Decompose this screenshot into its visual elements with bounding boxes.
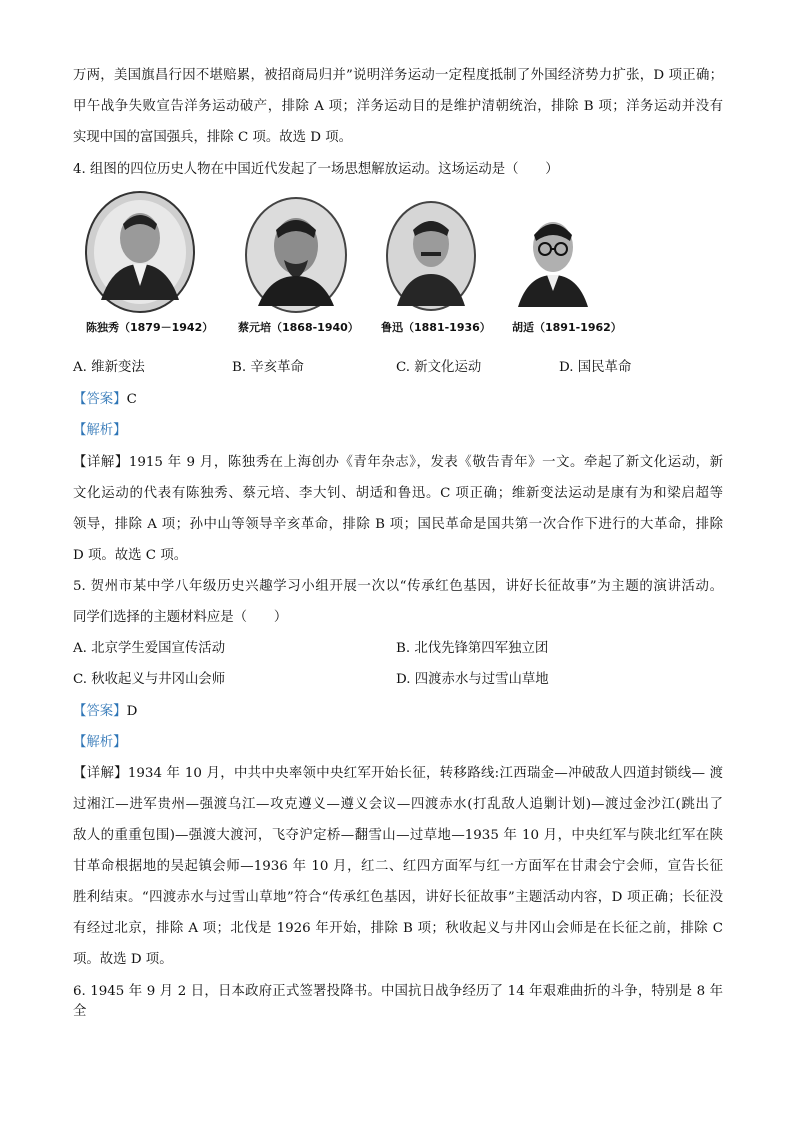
detail-line: 项。故选 D 项。: [73, 952, 173, 967]
question-5-stem: 5. 贺州市某中学八年级历史兴趣学习小组开展一次以“传承红色基因，讲好长征故事”为主题的演讲活动。: [73, 579, 723, 594]
option-d: D. 国民革命: [559, 360, 632, 375]
portrait-caption: 胡适（1891-1962）: [512, 321, 622, 334]
question-4-stem: 4. 组图的四位历史人物在中国近代发起了一场思想解放运动。这场运动是（ ）: [73, 162, 559, 177]
detail-line: 领导，排除 A 项；孙中山等领导辛亥革命，排除 B 项；国民革命是国共第一次合作下进行的大革命，排除: [73, 517, 723, 532]
detail-text: 1915 年 9 月，陈独秀在上海创办《青年杂志》，发表《敬告青年》一文。牵起了新文化运动，新: [128, 455, 724, 470]
detail-tag: 【详解】: [73, 766, 128, 781]
answer-tag: 【答案】: [73, 704, 127, 719]
portrait-caption: 陈独秀（1879－1942）: [86, 321, 214, 334]
intro-line: 实现中国的富国强兵，排除 C 项。故选 D 项。: [73, 130, 353, 145]
detail-line: 胜利结束。“四渡赤水与过雪山草地”符合“传承红色基因，讲好长征故事”主题活动内容，D 项正确；长征没: [73, 890, 723, 905]
option-b: B. 辛亥革命: [232, 360, 304, 375]
answer-row: [73, 390, 137, 410]
detail-line: 过湘江—进军贵州—强渡乌江—攻克遵义—遵义会议—四渡赤水(打乱敌人追剿计划)—渡过金沙江(跳出了: [73, 797, 723, 812]
answer-tag: 【答案】: [73, 392, 127, 407]
detail-line: [73, 764, 723, 784]
answer-value: D: [126, 704, 138, 719]
option-c: C. 新文化运动: [396, 360, 482, 375]
detail-line: D 项。故选 C 项。: [73, 548, 188, 563]
intro-line: 甲午战争失败宣告洋务运动破产，排除 A 项；洋务运动目的是维护清朝统治，排除 B 项；洋务运动并没有: [73, 99, 723, 114]
option-c: C. 秋收起义与井冈山会师: [73, 672, 226, 687]
detail-tag: 【详解】: [73, 455, 129, 470]
portrait-caption: 蔡元培（1868-1940）: [238, 321, 359, 334]
detail-line: 敌人的重重包围)—强渡大渡河，飞夺沪定桥—翻雪山—过草地—1935 年 10 月，中央红军与陕北红军在陕: [73, 828, 723, 843]
question-5-stem: 同学们选择的主题材料应是（ ）: [73, 610, 288, 625]
option-d: D. 四渡赤水与过雪山草地: [396, 672, 549, 687]
portrait-caption: 鲁迅（1881-1936）: [381, 321, 491, 334]
portrait-lu-xun: [385, 200, 477, 312]
option-a: A. 北京学生爱国宣传活动: [73, 641, 226, 656]
detail-line: 有经过北京，排除 A 项；北伐是 1926 年开始，排除 B 项；秋收起义与井冈山会师是在长征之前，排除 C: [73, 921, 723, 936]
analysis-tag: 【解析】: [73, 735, 127, 750]
option-b: B. 北伐先锋第四军独立团: [396, 641, 549, 656]
answer-row: [73, 702, 137, 722]
answer-value: C: [126, 392, 137, 407]
detail-line: 甘革命根据地的吴起镇会师—1936 年 10 月，红二、红四方面军与红一方面军在甘肃会宁会师，宣告长征: [73, 859, 723, 874]
question-6-stem: 6. 1945 年 9 月 2 日，日本政府正式签署投降书。中国抗日战争经历了 14 年艰难曲折的斗争，特别是 8 年全: [73, 984, 723, 1019]
intro-line: 万两，美国旗昌行因不堪赔累，被招商局归并”说明洋务运动一定程度抵制了外国经济势力扩张，D 项正确；: [73, 68, 723, 83]
option-a: A. 维新变法: [73, 360, 145, 375]
detail-line: 文化运动的代表有陈独秀、蔡元培、李大钊、胡适和鲁迅。C 项正确；维新变法运动是康有为和梁启超等: [73, 486, 723, 501]
detail-line: [73, 453, 723, 473]
detail-text: 1934 年 10 月，中共中央率领中央红军开始长征，转移路线:江西瑞金—冲破敌人四道封锁线— 渡: [127, 766, 723, 781]
portrait-chen-duxiu: [83, 190, 198, 315]
analysis-tag: 【解析】: [73, 423, 127, 438]
portrait-cai-yuanpei: [244, 196, 349, 314]
portrait-hu-shi: [514, 205, 592, 310]
